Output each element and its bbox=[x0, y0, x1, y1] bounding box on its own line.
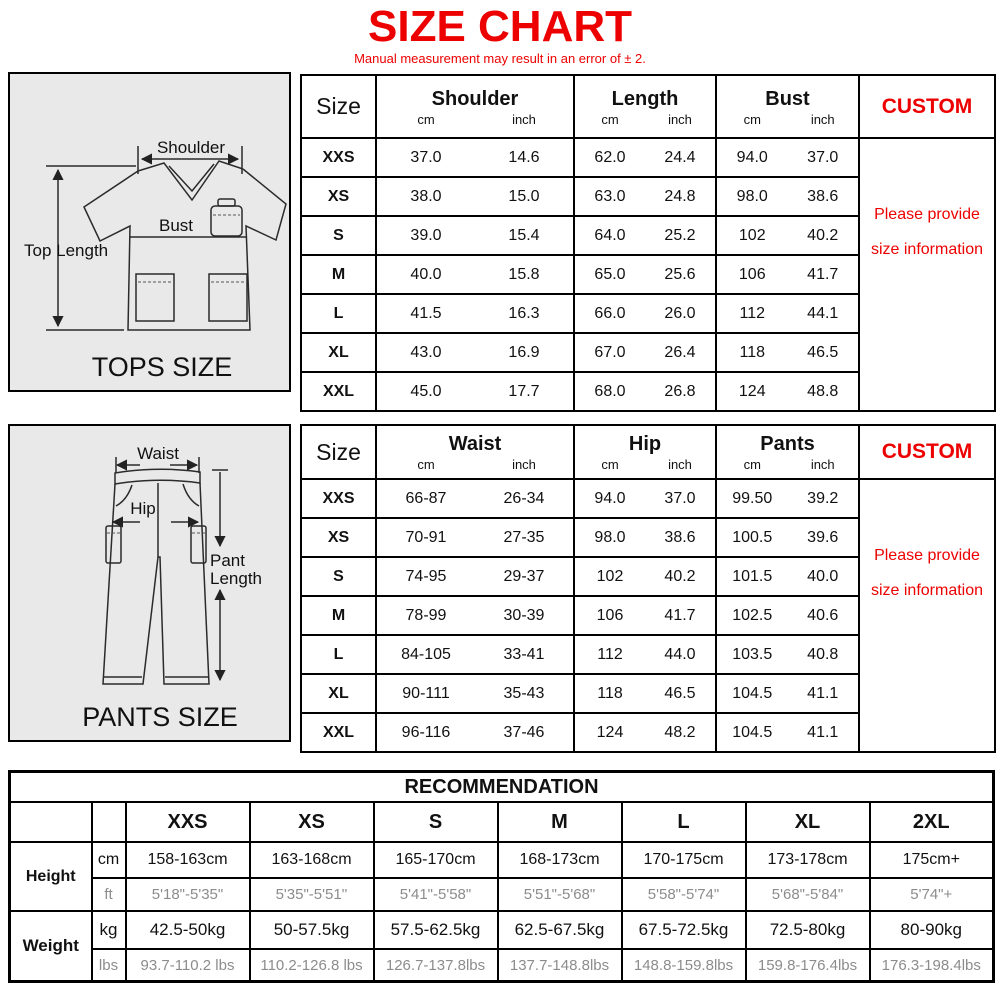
value: 41.7 bbox=[664, 606, 696, 624]
value: 41.1 bbox=[807, 684, 839, 702]
value-cell bbox=[574, 372, 716, 411]
value: 98.0 bbox=[594, 528, 626, 546]
value: 16.3 bbox=[508, 304, 540, 322]
value-cell: 126.7-137.8lbs bbox=[374, 949, 498, 982]
value-cell bbox=[574, 596, 716, 635]
value: 26.0 bbox=[664, 304, 696, 322]
value: 112 bbox=[739, 304, 765, 322]
value-cell bbox=[716, 294, 859, 333]
custom-header-cell: CUSTOM bbox=[859, 425, 995, 479]
size-cell: S bbox=[301, 557, 376, 596]
size-cell: XXL bbox=[301, 372, 376, 411]
value-cell: 163-168cm bbox=[250, 842, 374, 878]
size-cell: L bbox=[301, 294, 376, 333]
value: 98.0 bbox=[736, 187, 768, 205]
value-cell: 5'35"-5'51'' bbox=[250, 878, 374, 911]
value-cell bbox=[574, 713, 716, 752]
value: 106 bbox=[596, 606, 624, 624]
value-cell bbox=[376, 177, 574, 216]
value: 39.0 bbox=[410, 226, 442, 244]
left-pocket bbox=[136, 274, 174, 321]
value-cell bbox=[376, 713, 574, 752]
value-cell bbox=[376, 596, 574, 635]
unit-cm: cm bbox=[601, 111, 619, 127]
value: 37.0 bbox=[807, 148, 839, 166]
weight-kg-row bbox=[10, 911, 994, 949]
value-cell bbox=[376, 479, 574, 518]
value: 65.0 bbox=[594, 265, 626, 283]
value: 44.1 bbox=[807, 304, 839, 322]
value-cell bbox=[716, 333, 859, 372]
size-cell: XS bbox=[301, 177, 376, 216]
pant-length-label-1: Pant bbox=[210, 551, 245, 570]
value: 102.5 bbox=[732, 606, 773, 624]
bust-header-cell bbox=[716, 75, 859, 138]
right-pocket bbox=[209, 274, 247, 321]
size-cell: S bbox=[301, 216, 376, 255]
unit-inch: inch bbox=[810, 111, 835, 127]
value: 33-41 bbox=[503, 645, 545, 663]
value-cell: 5'51"-5'68" bbox=[498, 878, 622, 911]
value-cell bbox=[716, 518, 859, 557]
value-cell: 5'18"-5'35" bbox=[126, 878, 250, 911]
value: 70-91 bbox=[405, 528, 447, 546]
custom-note-line: size information bbox=[870, 582, 984, 599]
value: 27-35 bbox=[503, 528, 545, 546]
group-label: Pants bbox=[760, 433, 815, 455]
value-cell: 175cm+ bbox=[870, 842, 994, 878]
unit-cm: cm bbox=[417, 457, 435, 472]
value: 124 bbox=[738, 382, 766, 400]
value: 102 bbox=[738, 226, 766, 244]
group-label: Shoulder bbox=[431, 87, 519, 110]
value: 66.0 bbox=[594, 304, 626, 322]
height-label-cell: Height bbox=[10, 842, 92, 911]
size-col-header: XXS bbox=[126, 802, 250, 842]
value: 40.0 bbox=[807, 567, 839, 585]
custom-note-line: Please provide bbox=[874, 547, 980, 564]
value: 40.0 bbox=[410, 265, 442, 283]
custom-note-cell bbox=[859, 479, 995, 752]
unit-cell: ft bbox=[92, 878, 126, 911]
value-cell bbox=[376, 635, 574, 674]
value-cell: 5'68"-5'84" bbox=[746, 878, 870, 911]
value: 38.0 bbox=[410, 187, 442, 205]
pants-header-cell bbox=[716, 425, 859, 479]
table-header-row bbox=[301, 75, 995, 138]
size-col-header: L bbox=[622, 802, 746, 842]
value-cell bbox=[716, 713, 859, 752]
custom-note-line: size information bbox=[870, 241, 984, 258]
value-cell bbox=[716, 177, 859, 216]
value: 41.5 bbox=[410, 304, 442, 322]
value: 26-34 bbox=[503, 489, 545, 507]
group-label: Bust bbox=[765, 87, 810, 110]
size-col-header: S bbox=[374, 802, 498, 842]
value: 48.2 bbox=[664, 723, 696, 741]
value-cell: 93.7-110.2 lbs bbox=[126, 949, 250, 982]
value: 24.8 bbox=[664, 187, 696, 205]
value-cell bbox=[376, 333, 574, 372]
size-cell: XXS bbox=[301, 138, 376, 177]
page-title: SIZE CHART bbox=[368, 2, 632, 51]
size-col-header: XS bbox=[250, 802, 374, 842]
value: 118 bbox=[597, 684, 623, 702]
waistband bbox=[115, 469, 200, 484]
value: 101.5 bbox=[732, 567, 773, 585]
value: 40.8 bbox=[807, 645, 839, 663]
value: 25.6 bbox=[664, 265, 696, 283]
value-cell: 57.5-62.5kg bbox=[374, 911, 498, 949]
recommendation-table bbox=[8, 770, 995, 983]
value: 26.4 bbox=[664, 343, 696, 361]
recommendation-title-row bbox=[10, 772, 994, 803]
value: 29-37 bbox=[503, 567, 545, 585]
value: 25.2 bbox=[664, 226, 696, 244]
unit-inch: inch bbox=[810, 457, 835, 472]
value-cell bbox=[716, 138, 859, 177]
value-cell bbox=[716, 596, 859, 635]
weight-label-cell: Weight bbox=[10, 911, 92, 982]
bust-label: Bust bbox=[158, 216, 194, 235]
table-row bbox=[301, 479, 995, 518]
value: 74-95 bbox=[405, 567, 447, 585]
tops-caption: TOPS SIZE bbox=[91, 352, 233, 382]
value: 106 bbox=[738, 265, 766, 283]
group-label: Length bbox=[611, 87, 679, 110]
value: 94.0 bbox=[736, 148, 768, 166]
size-cell: XXL bbox=[301, 713, 376, 752]
table-row bbox=[301, 138, 995, 177]
value-cell: 168-173cm bbox=[498, 842, 622, 878]
unit-cm: cm bbox=[601, 457, 619, 472]
weight-lbs-row bbox=[10, 949, 994, 982]
value: 15.0 bbox=[508, 187, 540, 205]
size-header-row bbox=[10, 802, 994, 842]
waist-header-cell bbox=[376, 425, 574, 479]
value: 40.2 bbox=[807, 226, 839, 244]
value: 14.6 bbox=[508, 148, 540, 166]
value: 46.5 bbox=[807, 343, 839, 361]
value: 38.6 bbox=[807, 187, 839, 205]
value: 66-87 bbox=[405, 489, 447, 507]
value: 68.0 bbox=[594, 382, 626, 400]
value: 26.8 bbox=[664, 382, 696, 400]
value: 41.1 bbox=[807, 723, 839, 741]
height-ft-row bbox=[10, 878, 994, 911]
size-cell: L bbox=[301, 635, 376, 674]
size-col-header: 2XL bbox=[870, 802, 994, 842]
value-cell: 50-57.5kg bbox=[250, 911, 374, 949]
value: 112 bbox=[597, 645, 623, 663]
length-header-cell bbox=[574, 75, 716, 138]
empty-cell bbox=[92, 802, 126, 842]
shoulder-label: Shoulder bbox=[156, 138, 226, 157]
size-col-header: XL bbox=[746, 802, 870, 842]
value: 38.6 bbox=[664, 528, 696, 546]
pant-length-label-2: Length bbox=[210, 569, 262, 588]
value-cell bbox=[574, 674, 716, 713]
unit-cm: cm bbox=[417, 111, 435, 127]
size-cell: M bbox=[301, 596, 376, 635]
value-cell: 5'41"-5'58" bbox=[374, 878, 498, 911]
value-cell: 170-175cm bbox=[622, 842, 746, 878]
value: 17.7 bbox=[508, 382, 540, 400]
height-cm-row bbox=[10, 842, 994, 878]
value-cell bbox=[574, 557, 716, 596]
value: 41.7 bbox=[807, 265, 839, 283]
value: 35-43 bbox=[503, 684, 545, 702]
value: 24.4 bbox=[664, 148, 696, 166]
unit-cm: cm bbox=[743, 111, 761, 127]
hip-header-cell bbox=[574, 425, 716, 479]
value-cell bbox=[376, 372, 574, 411]
value-cell bbox=[574, 294, 716, 333]
value: 16.9 bbox=[508, 343, 540, 361]
cargo-pocket bbox=[106, 526, 121, 563]
value-cell bbox=[376, 216, 574, 255]
value: 37.0 bbox=[664, 489, 696, 507]
shoulder-header-cell bbox=[376, 75, 574, 138]
value-cell: 42.5-50kg bbox=[126, 911, 250, 949]
value-cell bbox=[716, 479, 859, 518]
value-cell bbox=[716, 216, 859, 255]
value: 45.0 bbox=[410, 382, 442, 400]
size-header-cell: Size bbox=[301, 425, 376, 479]
table-header-row bbox=[301, 425, 995, 479]
value: 46.5 bbox=[664, 684, 696, 702]
value-cell: 165-170cm bbox=[374, 842, 498, 878]
unit-inch: inch bbox=[512, 457, 536, 472]
value: 64.0 bbox=[594, 226, 626, 244]
tops-diagram-box bbox=[8, 72, 291, 392]
unit-inch: inch bbox=[668, 111, 692, 127]
value-cell bbox=[574, 479, 716, 518]
unit-cell: cm bbox=[92, 842, 126, 878]
value: 100.5 bbox=[732, 528, 773, 546]
tops-size-table bbox=[300, 74, 996, 412]
value: 62.0 bbox=[594, 148, 626, 166]
shirt-body bbox=[84, 169, 286, 330]
value: 99.50 bbox=[732, 489, 773, 507]
value-cell: 176.3-198.4lbs bbox=[870, 949, 994, 982]
custom-note-cell bbox=[859, 138, 995, 411]
size-cell: XXS bbox=[301, 479, 376, 518]
value-cell: 158-163cm bbox=[126, 842, 250, 878]
page-subtitle: Manual measurement may result in an error of ± 2. bbox=[354, 51, 646, 66]
size-cell: XS bbox=[301, 518, 376, 557]
value: 102 bbox=[596, 567, 624, 585]
value: 44.0 bbox=[664, 645, 696, 663]
value: 39.6 bbox=[807, 528, 839, 546]
value-cell bbox=[574, 216, 716, 255]
value: 63.0 bbox=[594, 187, 626, 205]
value: 104.5 bbox=[732, 723, 773, 741]
value: 43.0 bbox=[410, 343, 442, 361]
size-cell: XL bbox=[301, 333, 376, 372]
value-cell bbox=[376, 557, 574, 596]
pants-diagram bbox=[10, 426, 289, 740]
value: 15.4 bbox=[508, 226, 540, 244]
pants-size-table bbox=[300, 424, 996, 753]
front-pocket-curve bbox=[183, 484, 199, 506]
value-cell: 159.8-176.4lbs bbox=[746, 949, 870, 982]
value: 90-111 bbox=[402, 684, 450, 702]
value: 94.0 bbox=[594, 489, 626, 507]
value: 124 bbox=[596, 723, 624, 741]
unit-inch: inch bbox=[512, 111, 536, 127]
value-cell bbox=[376, 294, 574, 333]
value: 15.8 bbox=[508, 265, 540, 283]
size-header-cell: Size bbox=[301, 75, 376, 138]
pants-caption: PANTS SIZE bbox=[82, 702, 238, 732]
value-cell bbox=[376, 674, 574, 713]
value-cell: 5'58"-5'74" bbox=[622, 878, 746, 911]
value-cell bbox=[716, 635, 859, 674]
value: 40.2 bbox=[664, 567, 696, 585]
value-cell bbox=[574, 138, 716, 177]
tops-diagram bbox=[10, 74, 289, 390]
size-cell: M bbox=[301, 255, 376, 294]
value-cell bbox=[716, 557, 859, 596]
value: 40.6 bbox=[807, 606, 839, 624]
group-label: Hip bbox=[628, 433, 662, 455]
unit-inch: inch bbox=[668, 457, 692, 472]
value-cell bbox=[574, 518, 716, 557]
value-cell bbox=[574, 255, 716, 294]
custom-header-cell: CUSTOM bbox=[859, 75, 995, 138]
value: 39.2 bbox=[807, 489, 839, 507]
value-cell: 137.7-148.8lbs bbox=[498, 949, 622, 982]
value-cell bbox=[716, 255, 859, 294]
value: 78-99 bbox=[405, 606, 447, 624]
value: 104.5 bbox=[732, 684, 773, 702]
value-cell bbox=[376, 255, 574, 294]
value-cell bbox=[376, 138, 574, 177]
value: 37.0 bbox=[410, 148, 442, 166]
group-label: Waist bbox=[448, 433, 502, 455]
value: 30-39 bbox=[503, 606, 545, 624]
value-cell: 67.5-72.5kg bbox=[622, 911, 746, 949]
pants-diagram-box bbox=[8, 424, 291, 742]
hip-label: Hip bbox=[130, 499, 156, 518]
waist-label: Waist bbox=[137, 444, 179, 463]
value-cell bbox=[574, 333, 716, 372]
value: 48.8 bbox=[807, 382, 839, 400]
size-col-header: M bbox=[498, 802, 622, 842]
value: 118 bbox=[739, 343, 765, 361]
value-cell: 80-90kg bbox=[870, 911, 994, 949]
value-cell bbox=[574, 635, 716, 674]
page-header bbox=[0, 4, 1000, 66]
value-cell: 62.5-67.5kg bbox=[498, 911, 622, 949]
pants-outline bbox=[103, 483, 209, 684]
value: 103.5 bbox=[732, 645, 773, 663]
value-cell: 148.8-159.8lbs bbox=[622, 949, 746, 982]
shirt-neckline bbox=[138, 161, 243, 200]
size-cell: XL bbox=[301, 674, 376, 713]
custom-note-line: Please provide bbox=[874, 206, 980, 223]
chest-pocket-tab bbox=[218, 199, 235, 206]
value-cell: 72.5-80kg bbox=[746, 911, 870, 949]
value: 84-105 bbox=[401, 645, 451, 663]
value-cell bbox=[574, 177, 716, 216]
empty-cell bbox=[10, 802, 92, 842]
unit-cm: cm bbox=[743, 457, 761, 472]
value: 67.0 bbox=[594, 343, 626, 361]
value: 96-116 bbox=[401, 723, 451, 741]
value: 37-46 bbox=[503, 723, 545, 741]
top-length-label: Top Length bbox=[24, 241, 109, 260]
value-cell bbox=[716, 674, 859, 713]
value-cell bbox=[716, 372, 859, 411]
chest-pocket bbox=[211, 206, 242, 236]
value-cell: 5'74"+ bbox=[870, 878, 994, 911]
recommendation-title: RECOMMENDATION bbox=[10, 772, 994, 803]
value-cell: 173-178cm bbox=[746, 842, 870, 878]
unit-cell: lbs bbox=[92, 949, 126, 982]
value-cell bbox=[376, 518, 574, 557]
value-cell: 110.2-126.8 lbs bbox=[250, 949, 374, 982]
unit-cell: kg bbox=[92, 911, 126, 949]
